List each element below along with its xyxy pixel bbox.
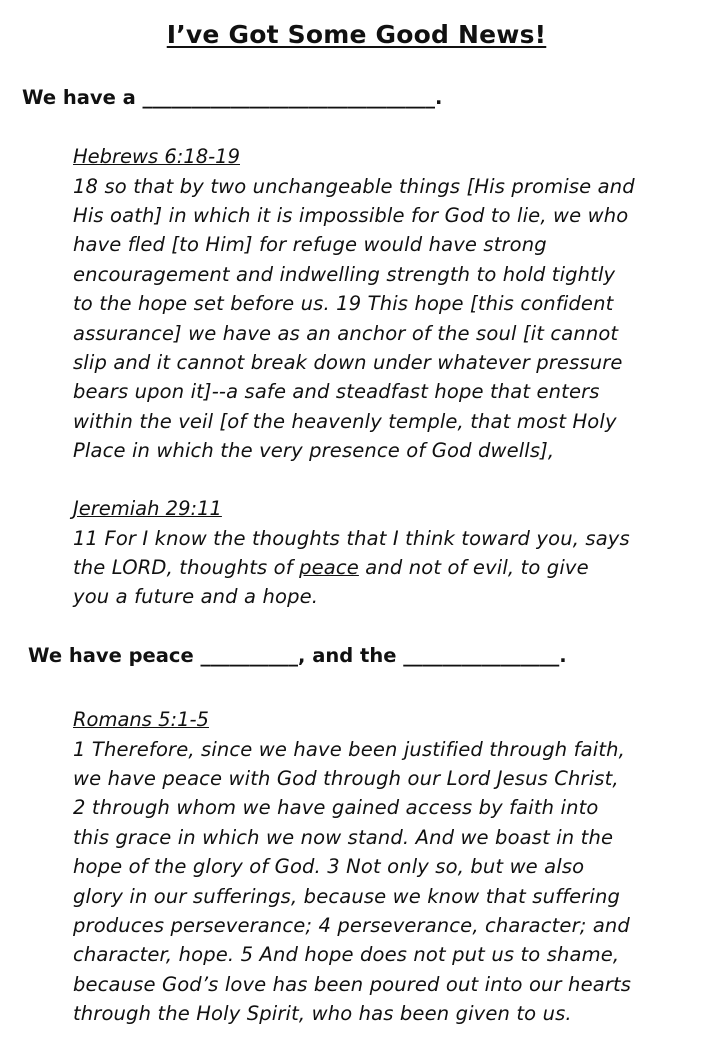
- scripture-reference: Jeremiah 29:11: [73, 497, 222, 520]
- hebrews-passage: [73, 142, 693, 466]
- verse-line: 18 so that by two unchangeable things [His promise and: [73, 174, 635, 198]
- fill-in-blank-2: We have peace __________, and the ________________.: [28, 644, 567, 667]
- verse-line: to the hope set before us. 19 This hope [this confident: [73, 292, 614, 316]
- verse-line: assurance] we have as an anchor of the soul [it cannot: [73, 321, 619, 345]
- scripture-reference: Hebrews 6:18-19: [73, 145, 240, 168]
- verse-line: have fled [to Him] for refuge would have strong: [73, 233, 547, 257]
- verse-line: produces perseverance; 4 perseverance, character; and: [73, 913, 630, 937]
- scripture-text: [73, 735, 693, 1029]
- romans-passage: [73, 705, 693, 1029]
- verse-line: glory in our sufferings, because we know that suffering: [73, 884, 621, 908]
- scripture-reference: Romans 5:1-5: [73, 708, 209, 731]
- verse-text: and not of evil, to give: [358, 555, 589, 579]
- verse-line: through the Holy Spirit, who has been given to us.: [73, 1002, 572, 1026]
- verse-line: because God’s love has been poured out into our hearts: [73, 972, 632, 996]
- jeremiah-passage: [73, 494, 693, 612]
- verse-line: this grace in which we now stand. And we boast in the: [73, 825, 614, 849]
- page-title: I’ve Got Some Good News!: [166, 20, 547, 49]
- verse-line: you a future and a hope.: [73, 585, 319, 609]
- verse-line: within the veil [of the heavenly temple, that most Holy: [73, 409, 617, 433]
- scripture-text: [73, 172, 693, 466]
- verse-line: His oath] in which it is impossible for God to lie, we who: [73, 203, 629, 227]
- verse-line: 2 through whom we have gained access by faith into: [73, 796, 599, 820]
- verse-line: encouragement and indwelling strength to hold tightly: [73, 262, 616, 286]
- fill-in-blank-1: We have a ______________________________.: [22, 86, 443, 109]
- verse-line: 1 Therefore, since we have been justified through faith,: [73, 737, 626, 761]
- scripture-text: [73, 524, 693, 612]
- verse-line: 11 For I know the thoughts that I think toward you, says: [73, 526, 630, 550]
- underlined-word: peace: [299, 555, 359, 579]
- verse-line: Place in which the very presence of God dwells],: [73, 439, 555, 463]
- verse-line: bears upon it]--a safe and steadfast hope that enters: [73, 380, 600, 404]
- verse-text: the LORD, thoughts of: [73, 555, 300, 579]
- verse-line: character, hope. 5 And hope does not put us to shame,: [73, 943, 620, 967]
- verse-line: we have peace with God through our Lord Jesus Christ,: [73, 766, 619, 790]
- verse-line: hope of the glory of God. 3 Not only so, but we also: [73, 855, 585, 879]
- verse-line: slip and it cannot break down under whatever pressure: [73, 350, 623, 374]
